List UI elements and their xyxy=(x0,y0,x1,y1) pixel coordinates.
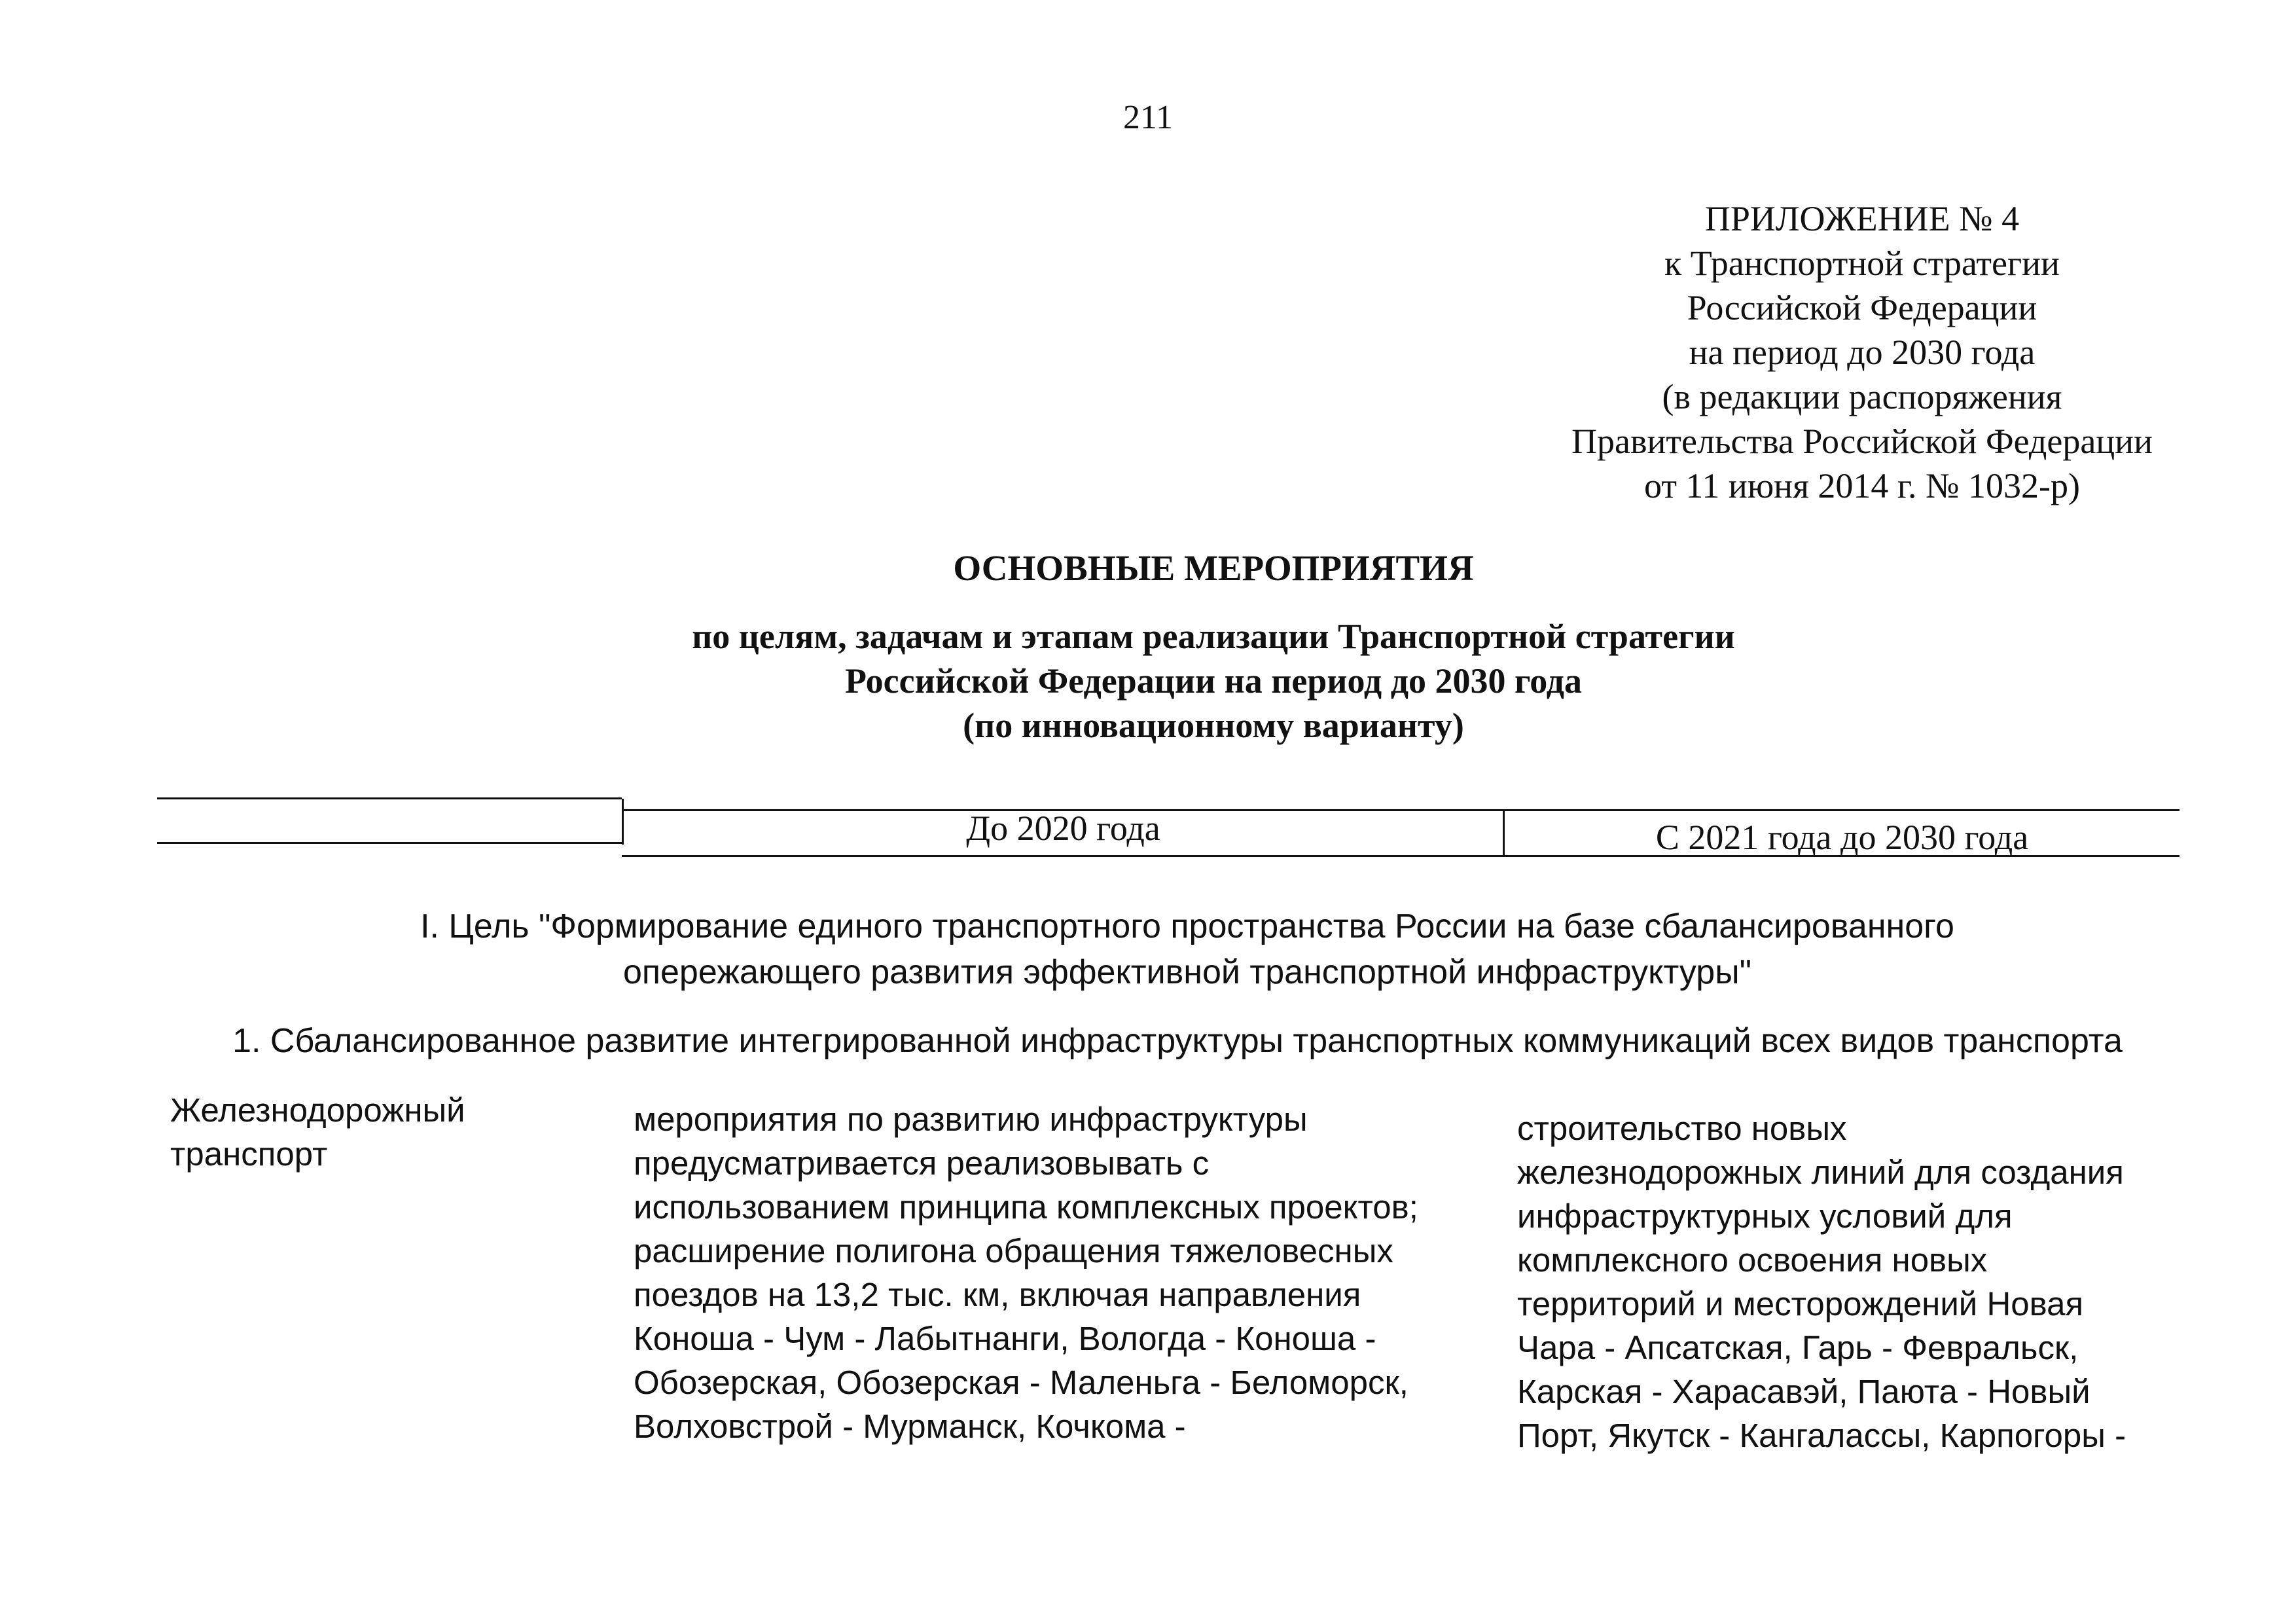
document-title: ОСНОВНЫЕ МЕРОПРИЯТИЯ xyxy=(953,548,1474,588)
until-2020-line: расширение полигона обращения тяжеловесных xyxy=(634,1232,1393,1269)
until-2020-line: Обозерская, Обозерская - Маленьга - Беломорск, xyxy=(634,1364,1408,1401)
table-header-col3: С 2021 года до 2030 года xyxy=(1655,818,2029,857)
row-2021-2030 xyxy=(1517,1106,2126,1457)
task-heading: 1. Сбалансированное развитие интегрированной инфраструктуры транспортных коммуникаций всех видов транспорта xyxy=(232,1022,2123,1060)
until-2020-line: предусматривается реализовывать с xyxy=(634,1144,1210,1182)
row-category xyxy=(170,1088,465,1176)
goal-line: I. Цель "Формирование единого транспортного пространства России на базе сбалансированного xyxy=(420,907,1954,945)
appendix-block xyxy=(1460,196,2265,508)
until-2020-line: мероприятия по развитию инфраструктуры xyxy=(634,1101,1308,1138)
goal-heading xyxy=(0,903,2296,995)
until-2020-line: Волховстрой - Мурманск, Кочкома - xyxy=(634,1408,1186,1445)
row-until-2020 xyxy=(634,1097,1418,1448)
from-2021-line: территорий и месторождений Новая xyxy=(1517,1285,2084,1322)
table-header-top-rule-left xyxy=(157,797,622,799)
until-2020-line: поездов на 13,2 тыс. км, включая направления xyxy=(634,1276,1361,1313)
subtitle-line: Российской Федерации на период до 2030 года xyxy=(845,661,1582,701)
appendix-line: на период до 2030 года xyxy=(1689,333,2036,372)
from-2021-line: железнодорожных линий для создания xyxy=(1517,1154,2124,1191)
page-number: 211 xyxy=(1122,99,1174,136)
until-2020-line: использованием принципа комплексных проектов; xyxy=(634,1188,1418,1226)
from-2021-line: Карская - Харасавэй, Паюта - Новый xyxy=(1517,1373,2090,1410)
appendix-line: Российской Федерации xyxy=(1687,288,2037,327)
until-2020-line: Коноша - Чум - Лабытнанги, Вологда - Коноша - xyxy=(634,1320,1376,1357)
from-2021-line: строительство новых xyxy=(1517,1110,1847,1147)
goal-line: опережающего развития эффективной транспортной инфраструктуры" xyxy=(622,953,1752,991)
subtitle-line: (по инновационному варианту) xyxy=(963,706,1464,745)
table-header-col2: До 2020 года xyxy=(966,809,1160,848)
subtitle-line: по целям, задачам и этапам реализации Транспортной стратегии xyxy=(692,617,1735,656)
from-2021-line: инфраструктурных условий для xyxy=(1517,1197,2013,1235)
appendix-line: ПРИЛОЖЕНИЕ № 4 xyxy=(1704,199,2020,238)
category-line: транспорт xyxy=(170,1135,328,1173)
category-line: Железнодорожный xyxy=(170,1091,465,1129)
table-header-bottom-rule-left xyxy=(157,842,622,844)
from-2021-line: Чара - Апсатская, Гарь - Февральск, xyxy=(1517,1329,2079,1366)
document-subtitle xyxy=(0,614,2296,748)
appendix-line: (в редакции распоряжения xyxy=(1662,377,2062,416)
appendix-line: от 11 июня 2014 г. № 1032-р) xyxy=(1644,466,2080,505)
appendix-line: Правительства Российской Федерации xyxy=(1571,422,2153,461)
appendix-line: к Транспортной стратегии xyxy=(1664,244,2060,283)
from-2021-line: комплексного освоения новых xyxy=(1517,1241,1988,1279)
from-2021-line: Порт, Якутск - Кангалассы, Карпогоры - xyxy=(1517,1417,2126,1454)
